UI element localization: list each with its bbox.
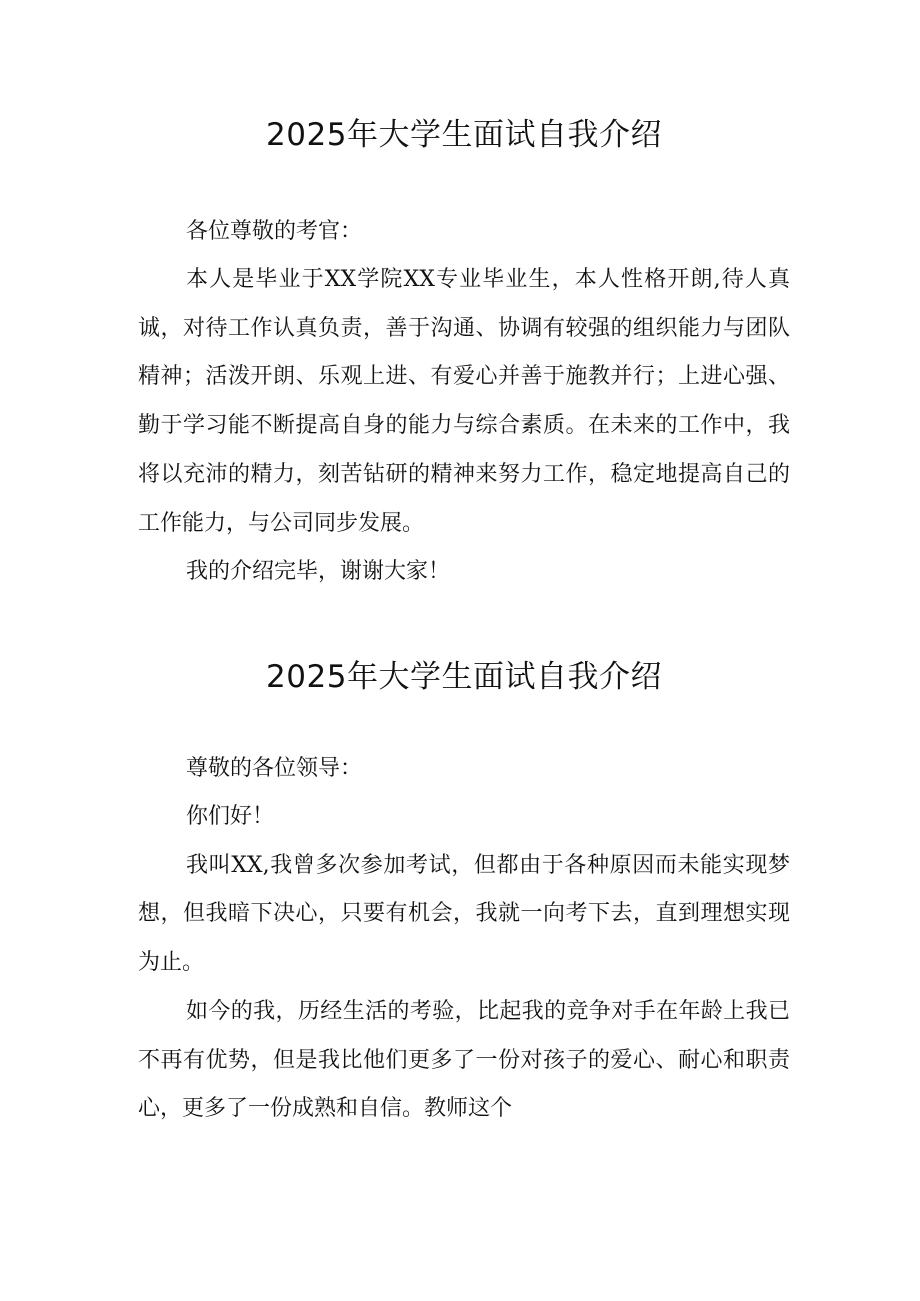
section-1-closing: 我的介绍完毕，谢谢大家！ bbox=[186, 559, 451, 585]
section-2-hello: 你们好！ bbox=[186, 804, 275, 829]
section-2-paragraph-1: 我叫XX,我曾多次参加考试，但都由于各种原因而未能实现梦想，但我暗下决心，只要有机会，我就一向考下去，直到理想实现为止。 bbox=[138, 852, 790, 976]
intro-section-2 bbox=[138, 655, 790, 1134]
section-2-paragraph-2: 如今的我，历经生活的考验，比起我的竞争对手在年龄上我已不再有优势，但是我比他们更多了一份对孩子的爱心、耐心和职责心，更多了一份成熟和自信。教师这个 bbox=[138, 998, 790, 1122]
section-2-greeting: 尊敬的各位领导： bbox=[186, 756, 363, 781]
section-1-greeting: 各位尊敬的考官： bbox=[186, 219, 363, 244]
section-1-title: 2025年大学生面试自我介绍 bbox=[266, 117, 662, 153]
section-1-paragraph-1: 本人是毕业于XX学院XX专业毕业生，本人性格开朗,待人真诚，对待工作认真负责，善于沟通、协调有较强的组织能力与团队精神；活泼开朗、乐观上进、有爱心并善于施教并行；上进心强、勤于学习能不断提高自身的能力与综合素质。在未来的工作中，我将以充沛的精力，刻苦钻研的精神来努力工作，稳定地提高自己的工作能力，与公司同步发展。 bbox=[138, 267, 790, 536]
intro-section-1 bbox=[138, 113, 790, 597]
section-2-title: 2025年大学生面试自我介绍 bbox=[266, 659, 662, 695]
